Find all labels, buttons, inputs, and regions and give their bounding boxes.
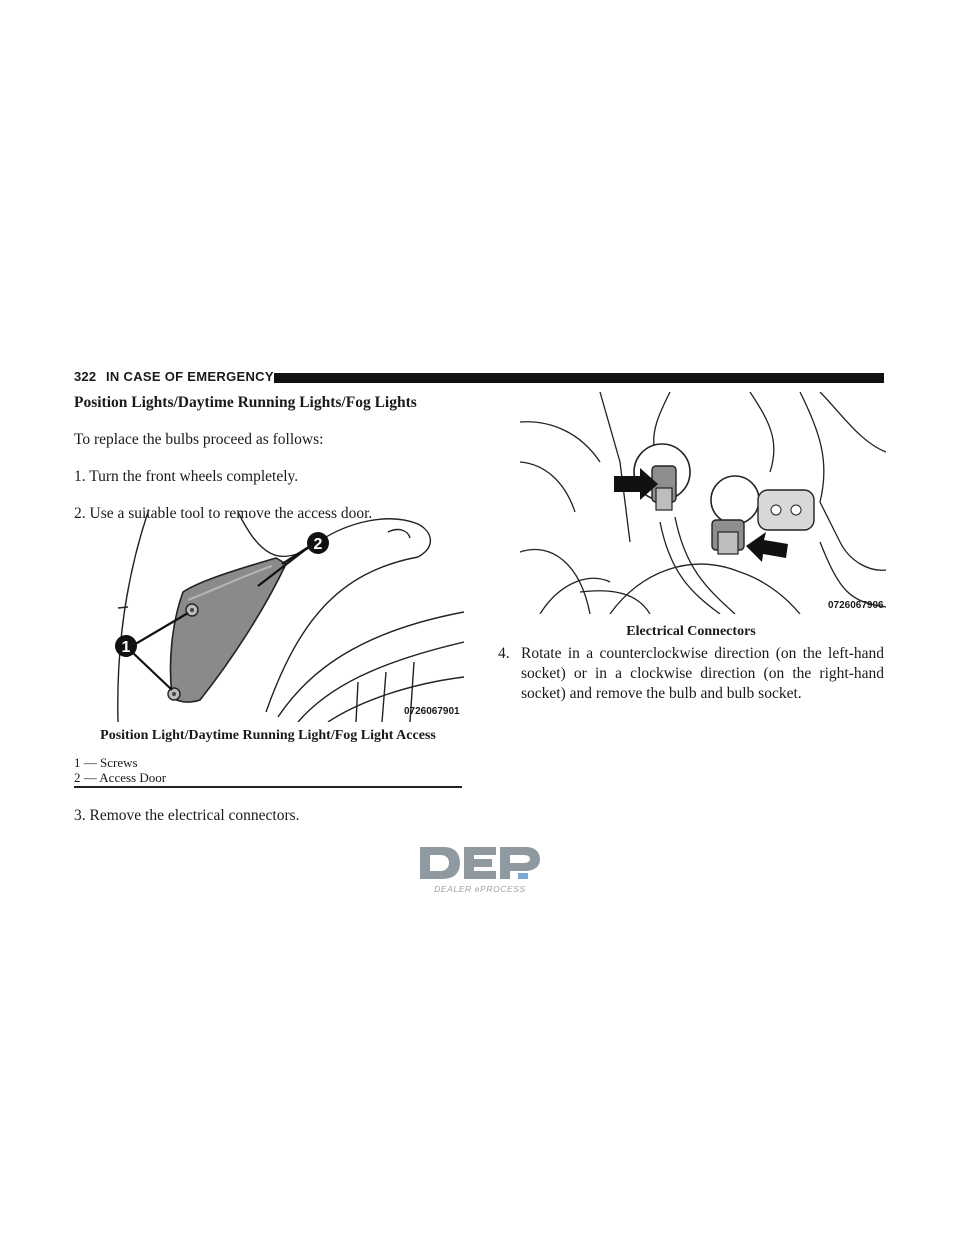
figure-1-code: 0726067901	[404, 706, 460, 717]
step-1: 1. Turn the front wheels completely.	[74, 468, 299, 485]
figure-1-legend-1: 1 — Screws	[74, 755, 138, 770]
figure-2-caption: Electrical Connectors	[626, 624, 756, 639]
logo-subtext: DEALER ePROCESS	[434, 884, 526, 894]
step-2: 2. Use a suitable tool to remove the access door.	[74, 505, 373, 522]
step-3: 3. Remove the electrical connectors.	[74, 807, 300, 824]
step-4-number: 4.	[498, 645, 510, 662]
access-door-illustration	[88, 512, 464, 722]
section-title: IN CASE OF EMERGENCY	[106, 369, 274, 384]
figure-2-code: 0726067906	[828, 600, 884, 611]
electrical-connectors-illustration	[520, 392, 886, 614]
callout-1: 1	[121, 639, 131, 656]
intro-text: To replace the bulbs proceed as follows:	[74, 431, 324, 448]
step-4-text: Rotate in a counterclockwise direction (on the left-hand socket) or in a clockwise direction (on the right-hand socket) and remove the bulb and bulb socket.	[521, 645, 884, 702]
arrow-right-connector	[746, 532, 788, 562]
section-heading: Position Lights/Daytime Running Lights/Fog Lights	[74, 394, 417, 411]
callout-2: 2	[313, 536, 323, 553]
header-rule	[274, 373, 884, 383]
figure-1-legend-2: 2 — Access Door	[74, 770, 167, 785]
legend-rule	[74, 786, 462, 788]
page-number: 322	[74, 369, 97, 384]
dealer-eprocess-logo	[418, 845, 542, 897]
figure-1-caption: Position Light/Daytime Running Light/Fog Light Access	[100, 728, 436, 743]
step-4	[498, 644, 884, 704]
